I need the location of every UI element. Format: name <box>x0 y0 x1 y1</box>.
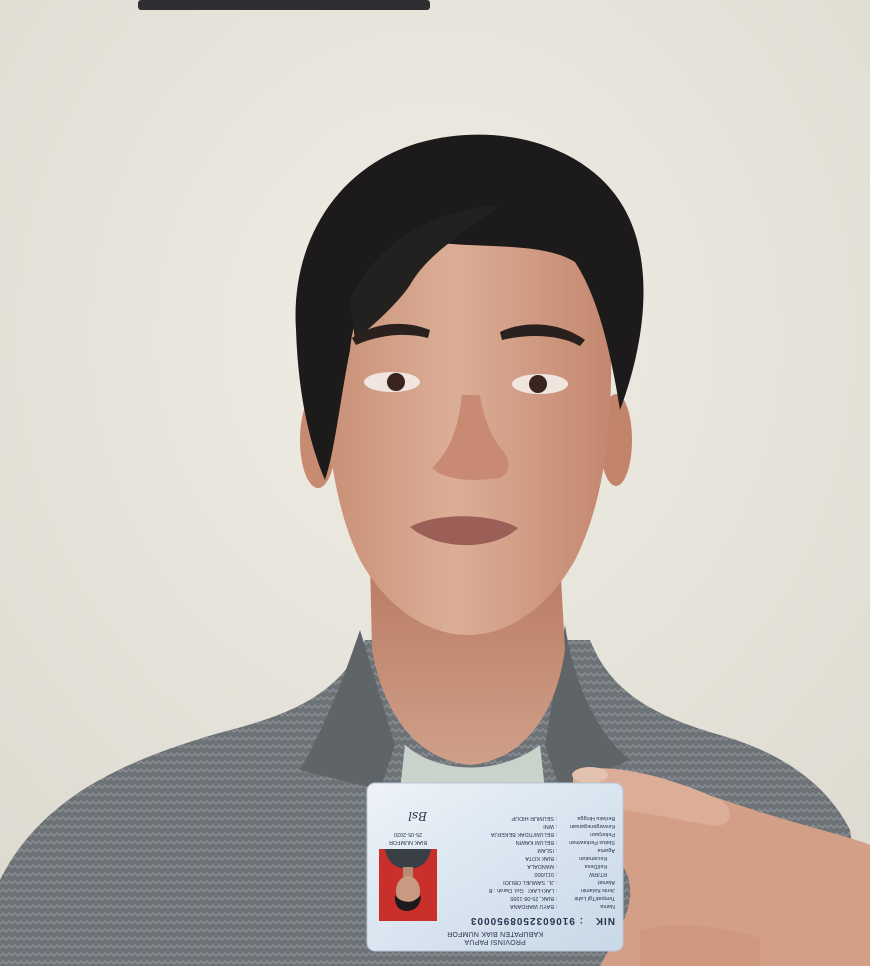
card-field-village: Kel/Desa: MANDALA <box>527 863 607 869</box>
card-signature: Bsl <box>408 809 427 823</box>
card-field-occupation: Pekerjaan: BELUM/TIDAK BEKERJA <box>490 831 615 837</box>
card-province: PROVINSI PAPUA <box>464 938 526 945</box>
thumbnail <box>572 767 608 783</box>
card-field-address: Alamat: JL. SAMUEL OBIJOI <box>503 879 615 885</box>
card-field-name: Nama: BAYU WARDANA <box>509 903 615 909</box>
card-photo <box>379 849 437 921</box>
card-field-valid-until: Berlaku Hingga: SEUMUR HIDUP <box>511 815 615 821</box>
left-iris <box>387 373 405 391</box>
card-issue-date: 25-05-2020 <box>393 831 423 837</box>
card-blood-type: Gol. Darah : B <box>488 887 524 893</box>
card-field-birth: Tempat/Tgl Lahir: BIAK, 25-08-1995 <box>510 895 615 901</box>
card-issue-place: BIAK NUMFOR <box>388 839 428 845</box>
card-field-rtrw: RT/RW: 011/000 <box>534 871 607 877</box>
card-regency: KABUPATEN BIAK NUMFOR <box>446 930 544 937</box>
id-card <box>367 783 623 951</box>
card-photo-portrait <box>379 849 437 921</box>
card-field-gender: Jenis Kelamin: LAKI-LAKI Gol. Darah : B <box>488 887 615 893</box>
card-field-district: Kecamatan: BIAK KOTA <box>525 855 607 861</box>
card-field-marital: Status Perkawinan: BELUM KAWIN <box>515 839 615 845</box>
card-field-citizenship: Kewarganegaraan: WNI <box>543 823 615 829</box>
wall-frame-edge <box>138 0 430 10</box>
card-nik-label: NIK <box>594 915 615 926</box>
right-iris <box>529 375 547 393</box>
card-field-religion: Agama: ISLAM <box>537 847 615 853</box>
card-nik-value: : 9106032508950003 <box>469 915 583 926</box>
